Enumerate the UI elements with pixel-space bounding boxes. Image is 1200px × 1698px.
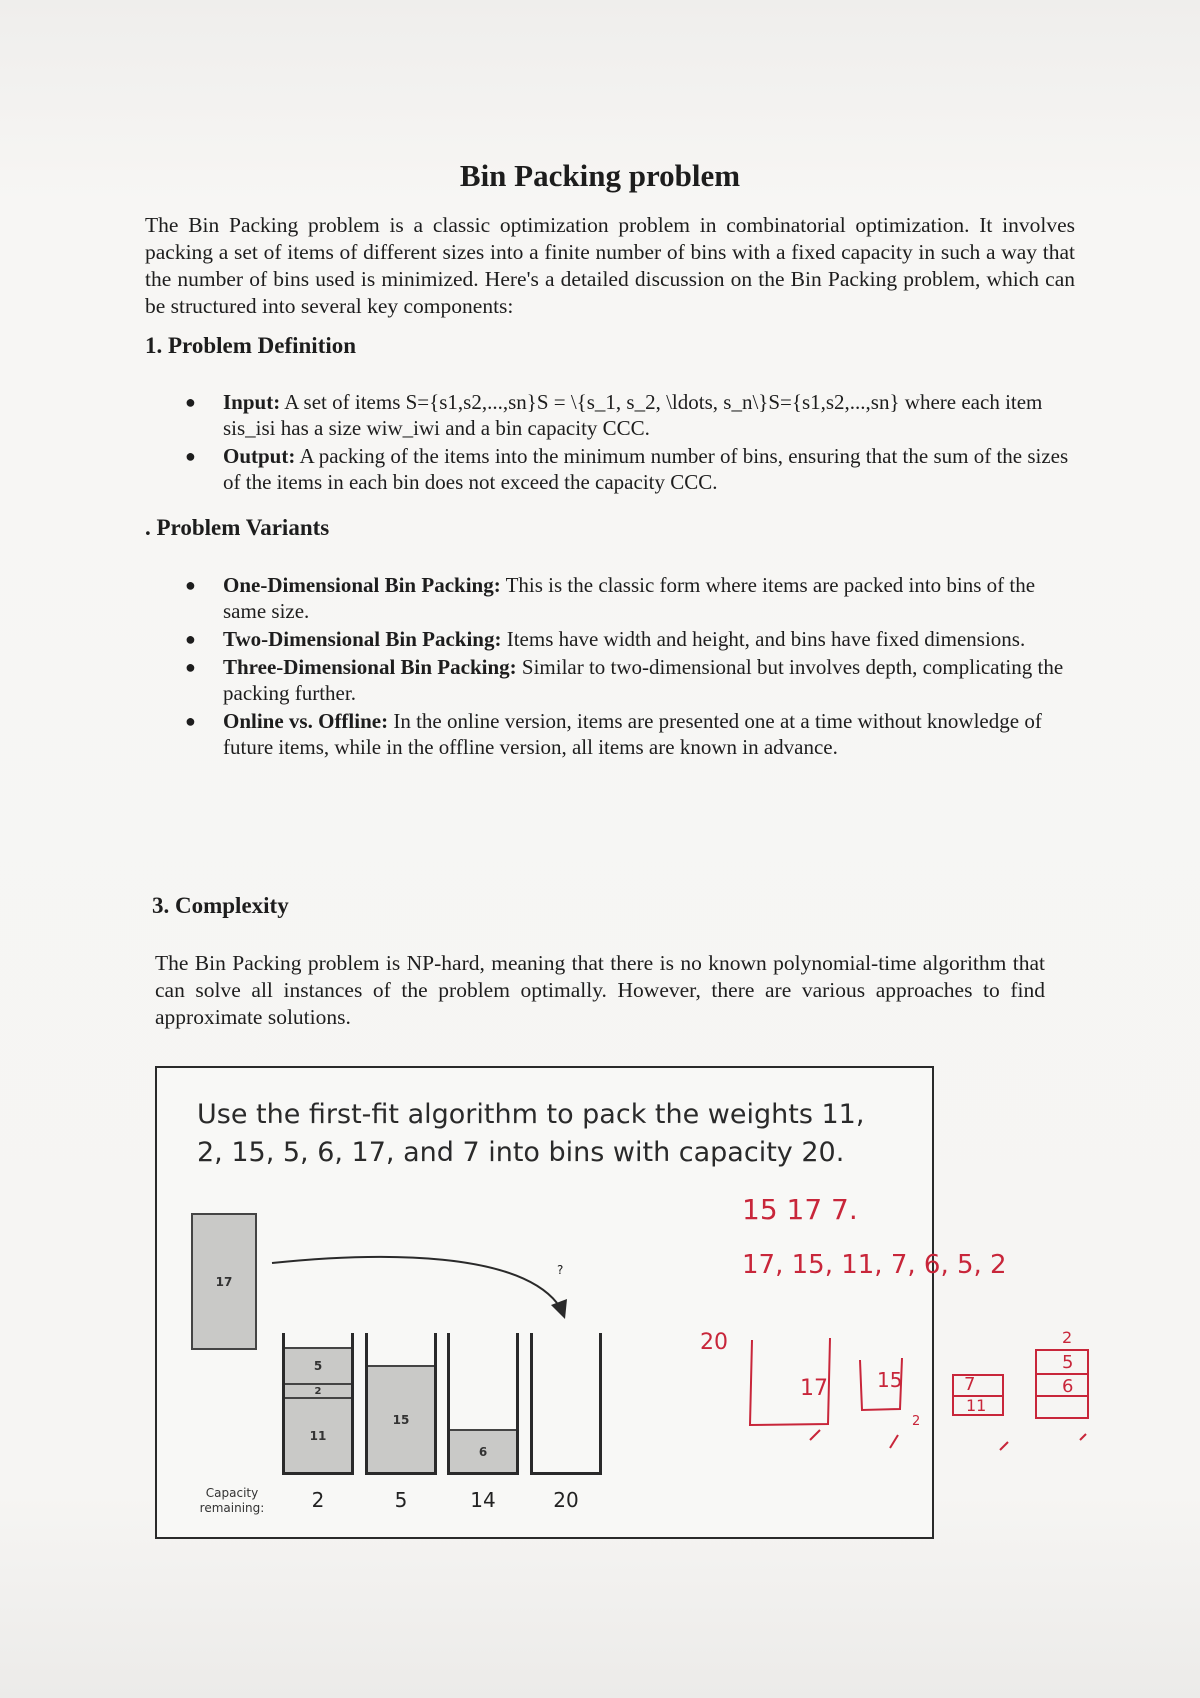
question-mark: ? (557, 1263, 564, 1277)
item-label: Three-Dimensional Bin Packing: (223, 655, 517, 679)
bullet-icon: ● (185, 575, 196, 595)
item-text: A set of items S={s1,s2,...,sn}S = \{s_1, s_2, \ldots, s_n\}S={s1,s2,...,sn} where each item sis_isi has a size wiw_iwi and a bin capacity CCC. (223, 390, 1043, 440)
item-text: This is the classic form where items are packed into bins of the same size. (223, 573, 1036, 623)
section-heading-variants: . Problem Variants (145, 515, 330, 540)
handwritten-box-label: 11 (966, 1396, 987, 1415)
bullet-icon: ● (185, 629, 196, 649)
handwritten-box-label: 5 (1062, 1352, 1074, 1373)
handwritten-small: 2 (912, 1414, 921, 1429)
bin-item: 2 (285, 1383, 351, 1397)
bin-item: 5 (285, 1347, 351, 1383)
bullet-icon: ● (185, 392, 196, 412)
handwritten-box-label: 7 (964, 1374, 976, 1395)
definition-list (175, 389, 1075, 497)
intro-paragraph: The Bin Packing problem is a classic optimization problem in combinatorial optimization. It involves packing a set of items of different sizes into a finite number of bins with a fixed capacity in such a way that the number of bins used is minimized. Here's a detailed discussion on the Bin Packing problem, which can be structured into several key components: (145, 213, 1075, 318)
capacity-label: Capacity remaining: (199, 1486, 265, 1515)
item-label: Online vs. Offline: (223, 709, 389, 733)
bin-1 (282, 1333, 354, 1475)
item-text: A packing of the items into the minimum number of bins, ensuring that the sum of the sizes of the items in each bin does not exceed the capacity CCC. (223, 444, 1069, 494)
bullet-icon: ● (185, 446, 196, 466)
bin-item: 15 (368, 1365, 434, 1472)
complexity-paragraph: The Bin Packing problem is NP-hard, meaning that there is no known polynomial-time algorithm that can solve all instances of the problem optimally. However, there are various approaches to find approximate solutions. (155, 951, 1045, 1029)
capacity-value: 20 (553, 1488, 579, 1512)
arrow-icon (267, 1243, 587, 1333)
handwritten-box-label: 2 (1062, 1328, 1073, 1347)
handwritten-bins-sketch (740, 1300, 1100, 1460)
bin-4 (530, 1333, 602, 1475)
item-text: Items have width and height, and bins have fixed dimensions. (501, 627, 1026, 651)
capacity-value: 14 (470, 1488, 496, 1512)
handwritten-box-label: 6 (1062, 1376, 1074, 1397)
section-heading-complexity: 3. Complexity (152, 893, 289, 918)
handwritten-box-label: 17 (800, 1376, 828, 1401)
list-item (175, 708, 1075, 760)
item-text: In the online version, items are presented one at a time without knowledge of future items, while in the offline version, all items are known in advance. (223, 709, 1042, 759)
handwritten-note: 15 17 7. (742, 1193, 858, 1226)
bin-2 (365, 1333, 437, 1475)
capacity-value: 2 (311, 1488, 325, 1512)
list-item (175, 443, 1075, 495)
variants-list (175, 572, 1075, 762)
list-item (175, 626, 1075, 652)
list-item (175, 572, 1075, 624)
bullet-icon: ● (185, 711, 196, 731)
item-label: One-Dimensional Bin Packing: (223, 573, 501, 597)
bin-item: 6 (450, 1429, 516, 1472)
item-label: Two-Dimensional Bin Packing: (223, 627, 502, 651)
item-label: Output: (223, 444, 296, 468)
handwritten-capacity: 20 (700, 1330, 728, 1355)
bin-item: 11 (285, 1397, 351, 1472)
handwritten-box-label: 15 (877, 1368, 903, 1392)
figure-question: Use the first-fit algorithm to pack the weights 11, 2, 15, 5, 6, 17, and 7 into bins with capacity 20. (197, 1099, 865, 1168)
list-item (175, 654, 1075, 706)
capacity-value: 5 (394, 1488, 408, 1512)
item-text: Similar to two-dimensional but involves depth, complicating the packing further. (223, 655, 1064, 705)
page-title: Bin Packing problem (459, 158, 741, 193)
handwritten-sequence: 17, 15, 11, 7, 6, 5, 2 (742, 1250, 1007, 1280)
loose-item-17: 17 (191, 1213, 257, 1350)
bullet-icon: ● (185, 657, 196, 677)
section-heading-definition: 1. Problem Definition (145, 333, 357, 358)
list-item (175, 389, 1075, 441)
bin-3 (447, 1333, 519, 1475)
item-label: Input: (223, 390, 281, 414)
